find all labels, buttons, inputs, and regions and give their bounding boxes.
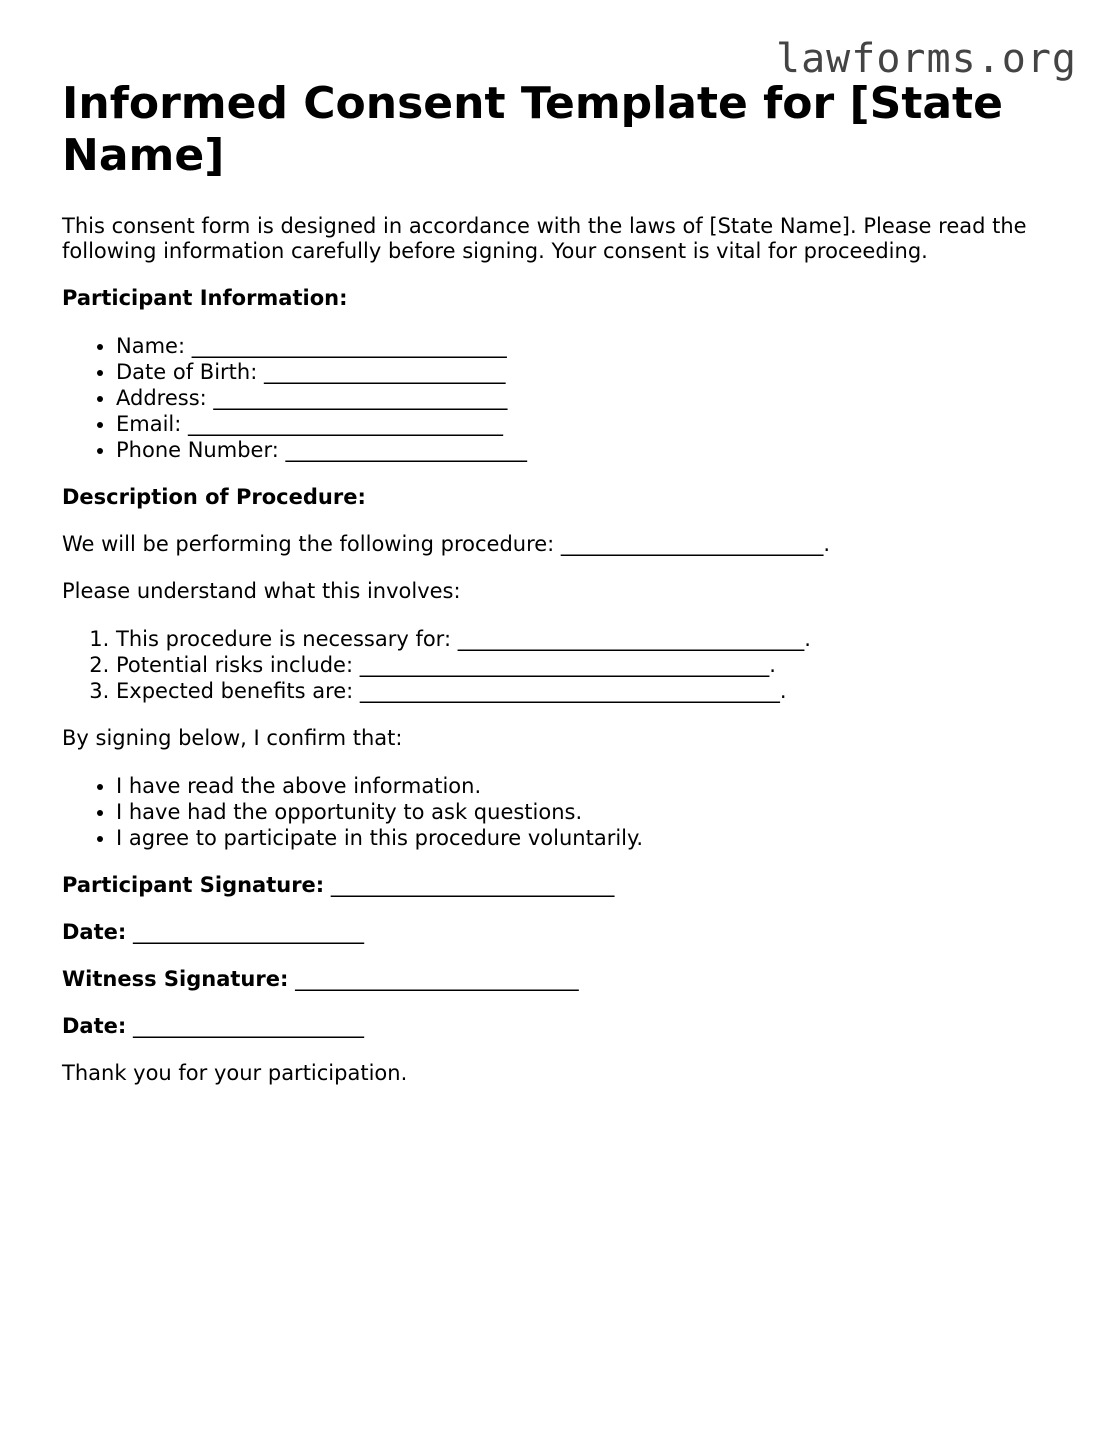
watermark-logo: lawforms.org: [776, 36, 1077, 82]
witness-signature-label: Witness Signature:: [62, 967, 289, 991]
date-label-1: Date:: [62, 920, 127, 944]
confirmation-item: • I have had the opportunity to ask questions.: [116, 799, 1052, 825]
field-date-of-birth: • Date of Birth: _______________________: [116, 359, 1052, 385]
witness-signature-blank: ___________________________: [295, 967, 579, 991]
field-phone-number: • Phone Number: _______________________: [116, 437, 1052, 463]
intro-paragraph: This consent form is designed in accordance with the laws of [State Name]. Please read the following information carefully before signing. Your consent is vital for proceeding.: [62, 214, 1027, 263]
participant-signature-line: [62, 873, 1052, 898]
date-blank-1: ______________________: [132, 920, 364, 944]
document-page: [62, 78, 1052, 1108]
participant-signature-label: Participant Signature:: [62, 873, 325, 897]
procedure-item-benefits: 3. Expected benefits are: ________________________________________.: [116, 678, 1052, 704]
witness-signature-line: [62, 967, 1052, 992]
confirmation-intro: By signing below, I confirm that:: [62, 726, 403, 750]
confirmation-item: • I agree to participate in this procedure voluntarily.: [116, 825, 1052, 851]
procedure-items-list: [62, 626, 1052, 704]
date-blank-2: ______________________: [132, 1014, 364, 1038]
confirmation-item: • I have read the above information.: [116, 773, 1052, 799]
date-label-2: Date:: [62, 1014, 127, 1038]
field-email: • Email: ______________________________: [116, 411, 1052, 437]
date-line-2: [62, 1014, 1052, 1039]
participant-info-heading: Participant Information:: [62, 286, 348, 310]
procedure-understand: Please understand what this involves:: [62, 579, 461, 603]
participant-info-list: [62, 333, 1052, 463]
procedure-heading: Description of Procedure:: [62, 485, 366, 509]
closing-text: Thank you for your participation.: [62, 1061, 408, 1085]
field-address: • Address: ____________________________: [116, 385, 1052, 411]
page-title: Informed Consent Template for [State Name]: [62, 78, 1003, 181]
confirmation-list: [62, 773, 1052, 851]
participant-signature-blank: ___________________________: [330, 873, 615, 897]
procedure-statement: We will be performing the following procedure: _________________________.: [62, 532, 831, 556]
procedure-item-risks: 2. Potential risks include: _______________________________________.: [116, 652, 1052, 678]
field-name: • Name: ______________________________: [116, 333, 1052, 359]
date-line-1: [62, 920, 1052, 945]
procedure-item-necessity: 1. This procedure is necessary for: _________________________________.: [116, 626, 1052, 652]
